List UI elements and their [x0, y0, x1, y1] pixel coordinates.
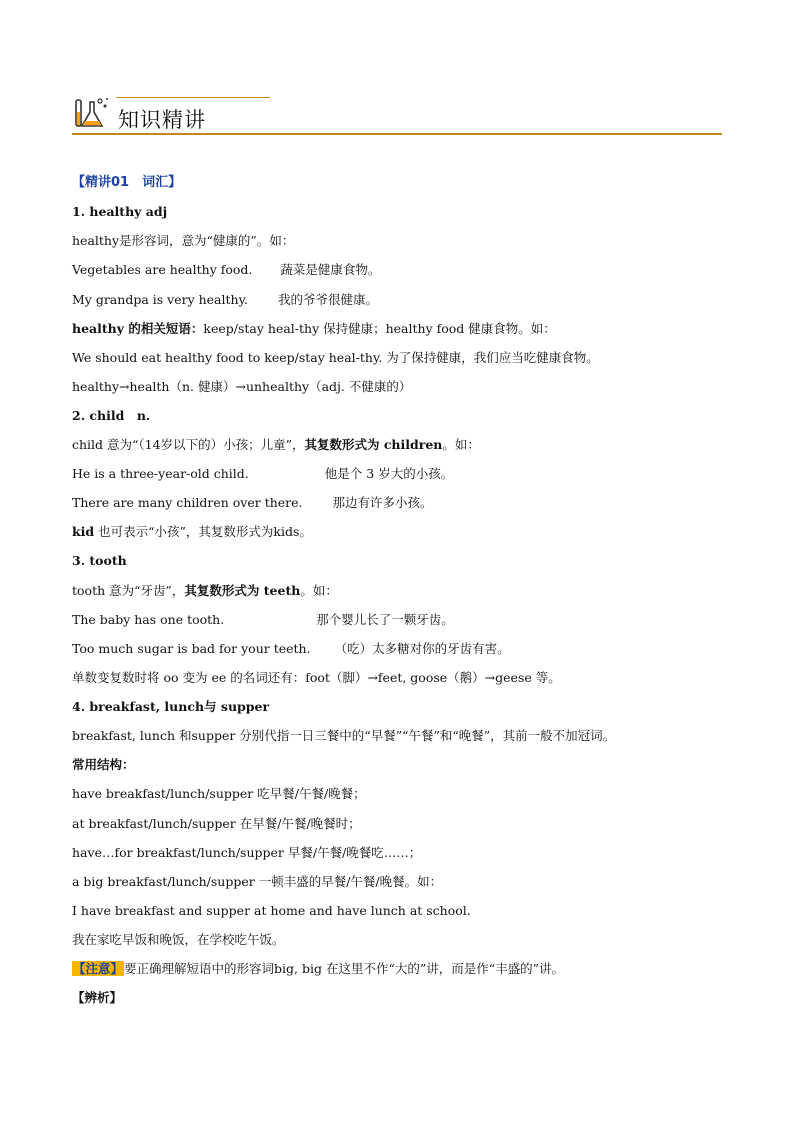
- note-line: [72, 961, 564, 977]
- healthy-definition: healthy是形容词，意为“健康的”。如：: [72, 233, 295, 248]
- example-en: Too much sugar is bad for your teeth.: [72, 641, 311, 656]
- meals-example-en: I have breakfast and supper at home and have lunch at school.: [72, 903, 471, 918]
- healthy-derivation: healthy→health（n. 健康）→unhealthy（adj. 不健康的）: [72, 379, 412, 394]
- note-text: 要正确理解短语中的形容词big, big 在这里不作“大的”讲，而是作“丰盛的”讲。: [124, 961, 565, 976]
- lab-flask-icon: [72, 94, 116, 134]
- healthy-example-3: We should eat healthy food to keep/stay heal-thy. 为了保持健康，我们应当吃健康食物。: [72, 350, 599, 365]
- child-definition: [72, 437, 480, 453]
- structure-4: a big breakfast/lunch/supper 一顿丰盛的早餐/午餐/晚餐。如：: [72, 874, 443, 889]
- def-tail: 。如：: [442, 437, 480, 452]
- example-zh: 蔬菜是健康食物。: [280, 262, 381, 277]
- def-bold: 其复数形式为 children: [304, 437, 443, 452]
- structure-2: at breakfast/lunch/supper 在早餐/午餐/晚餐时；: [72, 816, 361, 831]
- tooth-rule: 单数变复数时将 oo 变为 ee 的名词还有：foot（脚）→feet, goose（鹅）→geese 等。: [72, 670, 561, 685]
- kid-text: 也可表示“小孩”，其复数形式为kids。: [94, 524, 312, 539]
- example-en: My grandpa is very healthy.: [72, 292, 248, 307]
- def-tail: 。如：: [300, 583, 338, 598]
- meals-example-zh: 我在家吃早饭和晚饭，在学校吃午饭。: [72, 932, 285, 947]
- healthy-example-1: [72, 262, 380, 278]
- example-en: The baby has one tooth.: [72, 612, 225, 627]
- def-text: child 意为“（14岁以下的）小孩；儿童”，: [72, 437, 305, 452]
- def-bold: 其复数形式为 teeth: [184, 583, 301, 598]
- example-zh: 那边有许多小孩。: [332, 495, 433, 510]
- def-text: tooth 意为“牙齿”，: [72, 583, 185, 598]
- analysis-label: 【辨析】: [72, 990, 123, 1005]
- example-en: He is a three-year-old child.: [72, 466, 249, 481]
- item-heading-healthy: 1. healthy adj: [72, 204, 168, 219]
- kid-note: [72, 524, 312, 540]
- child-example-2: [72, 495, 433, 511]
- healthy-phrases: [72, 321, 556, 337]
- structure-3: have…for breakfast/lunch/supper 早餐/午餐/晚餐吃……；: [72, 845, 422, 860]
- item-heading-meals: 4. breakfast, lunch与 supper: [72, 699, 270, 714]
- kid-word: kid: [72, 524, 95, 539]
- healthy-example-2: [72, 292, 378, 308]
- structure-1: have breakfast/lunch/supper 吃早餐/午餐/晚餐；: [72, 786, 366, 801]
- phrases-text: keep/stay heal-thy 保持健康；healthy food 健康食物。如：: [203, 321, 556, 336]
- example-zh: 我的爷爷很健康。: [277, 292, 378, 307]
- note-tag: 【注意】: [73, 961, 124, 976]
- example-zh: 他是个 3 岁大的小孩。: [324, 466, 454, 481]
- phrases-label: healthy 的相关短语：: [72, 321, 204, 336]
- header-title: 知识精讲: [118, 108, 206, 132]
- example-en: There are many children over there.: [72, 495, 303, 510]
- tooth-example-1: [72, 612, 454, 628]
- section-header: [72, 94, 722, 138]
- example-zh: （吃）太多糖对你的牙齿有害。: [334, 641, 510, 656]
- tooth-definition: [72, 583, 338, 599]
- structures-label: 常用结构：: [72, 757, 135, 772]
- child-example-1: [72, 466, 453, 482]
- header-rule: [72, 133, 722, 135]
- item-heading-tooth: 3. tooth: [72, 553, 127, 568]
- section-label: 【精讲01 词汇】: [72, 175, 182, 190]
- tooth-example-2: [72, 641, 510, 657]
- example-zh: 那个婴儿长了一颗牙齿。: [316, 612, 454, 627]
- item-heading-child: 2. child n.: [72, 408, 151, 423]
- example-en: Vegetables are healthy food.: [72, 262, 253, 277]
- meals-definition: breakfast, lunch 和supper 分别代指一日三餐中的“早餐”“午餐”和“晚餐”，其前一般不加冠词。: [72, 728, 616, 743]
- header-top-line: [116, 97, 270, 98]
